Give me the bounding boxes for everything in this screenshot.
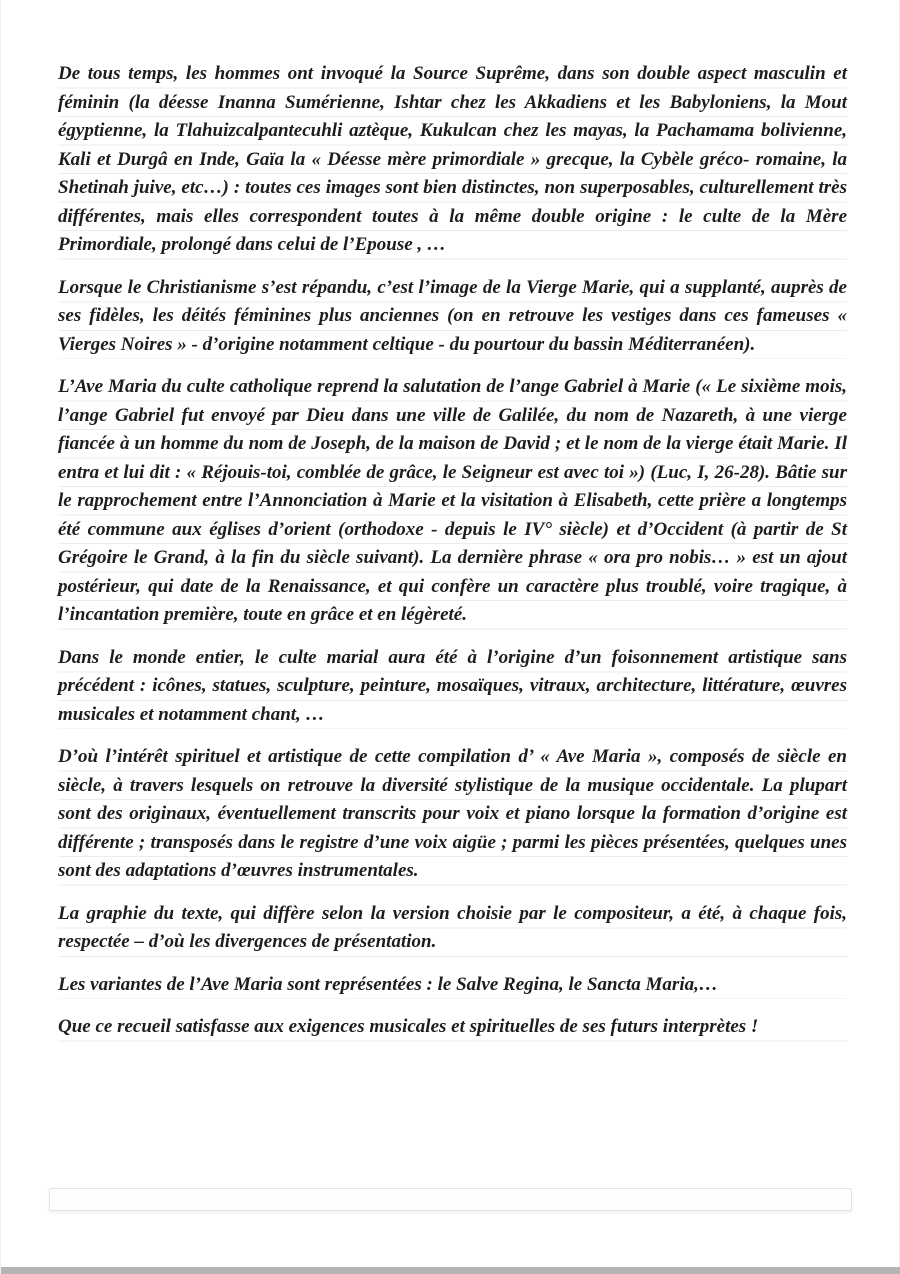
paragraph-variantes-ave-maria: Les variantes de l’Ave Maria sont représentées : le Salve Regina, le Sancta Maria,… (58, 971, 847, 1000)
paragraph-graphie-du-texte: La graphie du texte, qui diffère selon la version choisie par le compositeur, a été, à chaque fois, respectée – d’où les divergences de présentation. (58, 900, 847, 957)
paragraph-culte-marial-arts: Dans le monde entier, le culte marial aura été à l’origine d’un foisonnement artistique sans précédent : icônes, statues, sculpture, peinture, mosaïques, vitraux, architecture, littérature, œuvres musicales et notamment chant, … (58, 644, 847, 730)
paragraph-voeu-final: Que ce recueil satisfasse aux exigences musicales et spirituelles de ses futurs interprètes ! (58, 1013, 847, 1042)
paragraph-origins-of-goddess-cult: De tous temps, les hommes ont invoqué la Source Suprême, dans son double aspect masculin et féminin (la déesse Inanna Sumérienne, Ishtar chez les Akkadiens et les Babyloniens, la Mout égyptienne, la Tlahuizcalpantecuhli aztèque, Kukulcan chez les mayas, la Pachamama bolivienne, Kali et Durgâ en Inde, Gaïa la « Déesse mère primordiale » grecque, la Cybèle gréco- romaine, la Shetinah juive, etc…) : toutes ces images sont bien distinctes, non superposables, culturellement très différentes, mais elles correspondent toutes à la même double origine : le culte de la Mère Primordiale, prolongé dans celui de l’Epouse , … (58, 60, 847, 260)
text-body (58, 60, 847, 1056)
paragraph-interet-compilation: D’où l’intérêt spirituel et artistique de cette compilation d’ « Ave Maria », composés de siècle en siècle, à travers lesquels on retrouve la diversité stylistique de la musique occidentale. La plupart sont des originaux, éventuellement transcrits pour voix et piano lorsque la formation d’origine est différente ; transposés dans le registre d’une voix aigüe ; parmi les pièces présentées, quelques unes sont des adaptations d’œuvres instrumentales. (58, 743, 847, 886)
empty-text-box-artifact (49, 1188, 852, 1211)
page-bottom-edge (1, 1267, 900, 1274)
paragraph-ave-maria-salutation: L’Ave Maria du culte catholique reprend la salutation de l’ange Gabriel à Marie (« Le sixième mois, l’ange Gabriel fut envoyé par Dieu dans une ville de Galilée, du nom de Nazareth, à une vierge fiancée à un homme du nom de Joseph, de la maison de David ; et le nom de la vierge était Marie. Il entra et lui dit : « Réjouis-toi, comblée de grâce, le Seigneur est avec toi ») (Luc, I, 26-28). Bâtie sur le rapprochement entre l’Annonciation à Marie et la visitation à Elisabeth, cette prière a longtemps été commune aux églises d’orient (orthodoxe - depuis le IV° siècle) et d’Occident (à partir de St Grégoire le Grand, à la fin du siècle suivant). La dernière phrase « ora pro nobis… » est un ajout postérieur, qui date de la Renaissance, et qui confère un caractère plus troublé, voire tragique, à l’incantation première, toute en grâce et en légèreté. (58, 373, 847, 630)
paragraph-christianisme-vierge-marie: Lorsque le Christianisme s’est répandu, c’est l’image de la Vierge Marie, qui a supplanté, auprès de ses fidèles, les déités féminines plus anciennes (on en retrouve les vestiges dans ces fameuses « Vierges Noires » - d’origine notamment celtique - du pourtour du bassin Méditerranéen). (58, 274, 847, 360)
